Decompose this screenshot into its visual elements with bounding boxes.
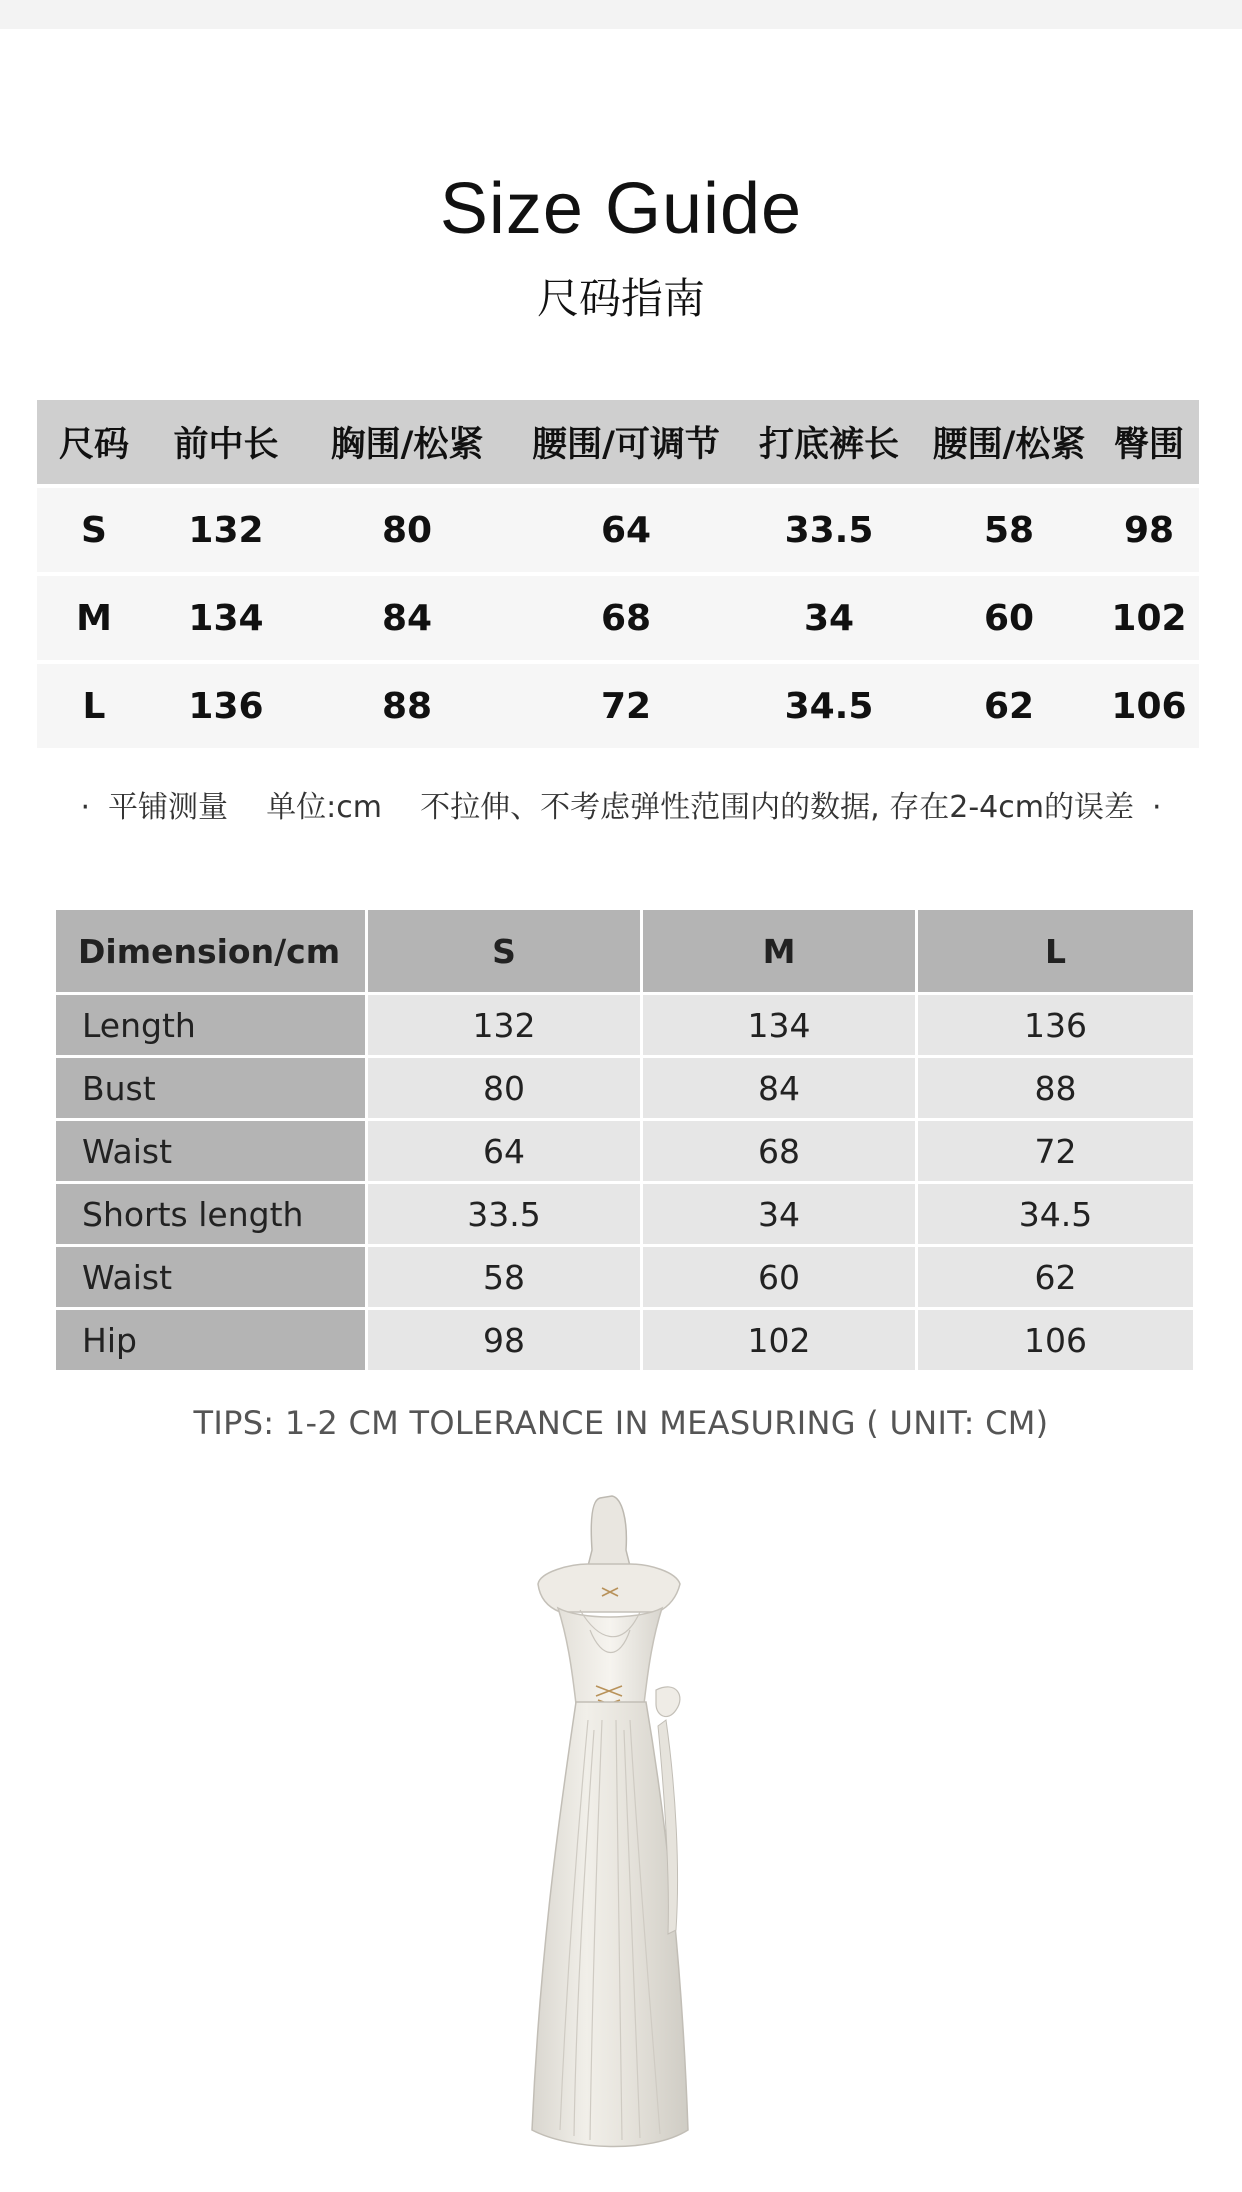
row-label: Bust bbox=[56, 1058, 368, 1121]
bullet-dot: · bbox=[1151, 790, 1162, 825]
row-label: Shorts length bbox=[56, 1184, 368, 1247]
table-cell: 132 bbox=[151, 484, 301, 572]
cn-header-cell: 臀围 bbox=[1099, 400, 1199, 484]
note-text-flat: 平铺测量 bbox=[108, 790, 229, 825]
table-cell: M bbox=[37, 572, 151, 660]
table-cell: 72 bbox=[513, 660, 739, 748]
table-cell: 60 bbox=[643, 1247, 918, 1310]
cn-table-header-row bbox=[37, 400, 1199, 484]
page-subtitle: 尺码指南 bbox=[536, 274, 705, 323]
bullet-dot: · bbox=[80, 790, 91, 825]
table-cell: 136 bbox=[918, 995, 1193, 1058]
table-cell: 102 bbox=[1099, 572, 1199, 660]
en-header-cell: M bbox=[643, 910, 918, 995]
table-cell: 60 bbox=[919, 572, 1099, 660]
row-label: Waist bbox=[56, 1247, 368, 1310]
table-cell: 98 bbox=[1099, 484, 1199, 572]
table-cell: 88 bbox=[918, 1058, 1193, 1121]
table-cell: L bbox=[37, 660, 151, 748]
table-cell: 64 bbox=[513, 484, 739, 572]
table-cell: 68 bbox=[643, 1121, 918, 1184]
page-title: Size Guide bbox=[439, 169, 803, 249]
table-row bbox=[37, 660, 1199, 748]
en-header-cell: S bbox=[368, 910, 643, 995]
table-row bbox=[37, 572, 1199, 660]
table-row bbox=[56, 995, 1193, 1058]
cn-size-table bbox=[37, 400, 1199, 748]
table-cell: 84 bbox=[301, 572, 513, 660]
table-cell: S bbox=[37, 484, 151, 572]
table-cell: 33.5 bbox=[368, 1184, 643, 1247]
table-cell: 34 bbox=[739, 572, 919, 660]
table-row bbox=[56, 1184, 1193, 1247]
top-strip bbox=[0, 0, 1242, 29]
table-cell: 102 bbox=[643, 1310, 918, 1373]
table-cell: 34.5 bbox=[739, 660, 919, 748]
table-cell: 33.5 bbox=[739, 484, 919, 572]
cn-header-cell: 打底裤长 bbox=[739, 400, 919, 484]
table-cell: 132 bbox=[368, 995, 643, 1058]
cn-header-cell: 腰围/松紧 bbox=[919, 400, 1099, 484]
table-row bbox=[56, 1058, 1193, 1121]
table-cell: 62 bbox=[919, 660, 1099, 748]
table-row bbox=[56, 1247, 1193, 1310]
table-cell: 98 bbox=[368, 1310, 643, 1373]
table-row bbox=[56, 1310, 1193, 1373]
dress-mannequin-image bbox=[480, 1490, 740, 2170]
table-cell: 106 bbox=[918, 1310, 1193, 1373]
cn-header-cell: 前中长 bbox=[151, 400, 301, 484]
table-cell: 134 bbox=[151, 572, 301, 660]
table-cell: 88 bbox=[301, 660, 513, 748]
table-cell: 58 bbox=[368, 1247, 643, 1310]
en-table-header-row bbox=[56, 910, 1193, 995]
row-label: Waist bbox=[56, 1121, 368, 1184]
table-cell: 64 bbox=[368, 1121, 643, 1184]
cn-header-cell: 腰围/可调节 bbox=[513, 400, 739, 484]
cn-header-cell: 尺码 bbox=[37, 400, 151, 484]
table-cell: 34.5 bbox=[918, 1184, 1193, 1247]
table-cell: 68 bbox=[513, 572, 739, 660]
table-cell: 34 bbox=[643, 1184, 918, 1247]
table-cell: 72 bbox=[918, 1121, 1193, 1184]
table-cell: 80 bbox=[301, 484, 513, 572]
tolerance-tips: TIPS: 1-2 CM TOLERANCE IN MEASURING ( UNIT: CM) bbox=[193, 1404, 1049, 1442]
row-label: Length bbox=[56, 995, 368, 1058]
table-cell: 136 bbox=[151, 660, 301, 748]
table-row bbox=[37, 484, 1199, 572]
table-cell: 80 bbox=[368, 1058, 643, 1121]
table-row bbox=[56, 1121, 1193, 1184]
cn-header-cell: 胸围/松紧 bbox=[301, 400, 513, 484]
table-cell: 134 bbox=[643, 995, 918, 1058]
en-header-cell: L bbox=[918, 910, 1193, 995]
row-label: Hip bbox=[56, 1310, 368, 1373]
measurement-note bbox=[0, 782, 1242, 826]
note-text-unit: 单位:cm bbox=[266, 790, 383, 825]
table-cell: 58 bbox=[919, 484, 1099, 572]
note-text-tolerance: 不拉伸、不考虑弹性范围内的数据, 存在2-4cm的误差 bbox=[420, 790, 1134, 825]
table-cell: 62 bbox=[918, 1247, 1193, 1310]
en-size-table bbox=[56, 910, 1193, 1373]
table-cell: 106 bbox=[1099, 660, 1199, 748]
en-header-cell: Dimension/cm bbox=[56, 910, 368, 995]
table-cell: 84 bbox=[643, 1058, 918, 1121]
